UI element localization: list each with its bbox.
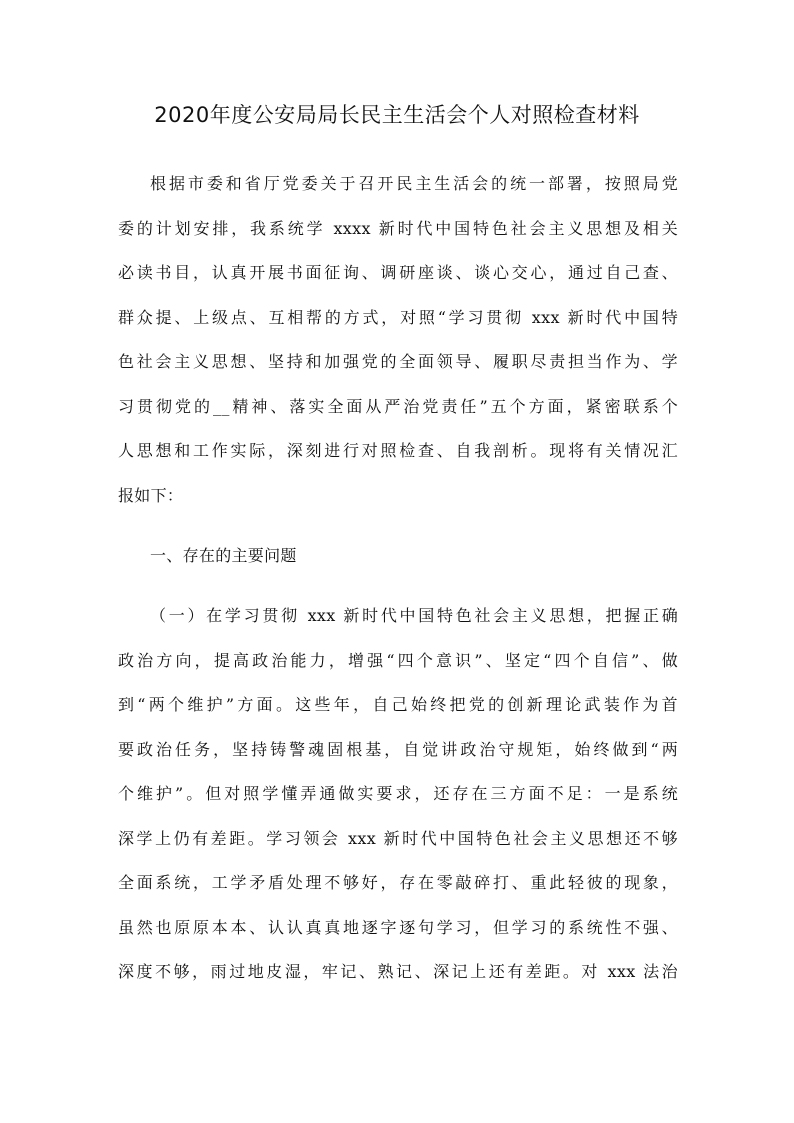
paragraph-line: 色社会主义思想、坚持和加强党的全面领导、履职尽责担当作为、学 bbox=[118, 352, 678, 371]
paragraph-line: 人思想和工作实际，深刻进行对照检查、自我剖析。现将有关情况汇 bbox=[118, 441, 678, 460]
paragraph-line: 委的计划安排，我系统学 xxxx 新时代中国特色社会主义思想及相关 bbox=[118, 219, 678, 238]
paragraph-line: 个维护”。但对照学懂弄通做实要求，还存在三方面不足：一是系统 bbox=[118, 784, 678, 803]
paragraph-line: 群众提、上级点、互相帮的方式，对照“学习贯彻 xxx 新时代中国特 bbox=[118, 308, 678, 327]
paragraph-line: 必读书目，认真开展书面征询、调研座谈、谈心交心，通过自己查、 bbox=[118, 263, 678, 282]
paragraph-line: 要政治任务，坚持铸警魂固根基，自觉讲政治守规矩，始终做到“两 bbox=[118, 740, 678, 759]
paragraph-line: 全面系统，工学矛盾处理不够好，存在零敲碎打、重此轻彼的现象， bbox=[118, 873, 678, 892]
paragraph-line: 虽然也原原本本、认认真真地逐字逐句学习，但学习的系统性不强、 bbox=[118, 918, 678, 937]
section-heading: 一、存在的主要问题 bbox=[150, 546, 297, 565]
paragraph-line: 报如下： bbox=[118, 486, 184, 505]
paragraph-line: 习贯彻党的__精神、落实全面从严治党责任”五个方面，紧密联系个 bbox=[118, 397, 678, 416]
paragraph-line: 到“两个维护”方面。这些年，自己始终把党的创新理论武装作为首 bbox=[118, 695, 678, 714]
paragraph-line: （一）在学习贯彻 xxx 新时代中国特色社会主义思想，把握正确 bbox=[150, 606, 678, 625]
paragraph-line: 政治方向，提高政治能力，增强“四个意识”、坚定“四个自信”、做 bbox=[118, 651, 678, 670]
paragraph-line: 根据市委和省厅党委关于召开民主生活会的统一部署，按照局党 bbox=[150, 174, 678, 193]
paragraph-line: 深学上仍有差距。学习领会 xxx 新时代中国特色社会主义思想还不够 bbox=[118, 829, 678, 848]
document-title: 2020年度公安局局长民主生活会个人对照检查材料 bbox=[154, 103, 640, 127]
paragraph-line: 深度不够，雨过地皮湿，牢记、熟记、深记上还有差距。对 xxx 法治 bbox=[118, 962, 678, 981]
